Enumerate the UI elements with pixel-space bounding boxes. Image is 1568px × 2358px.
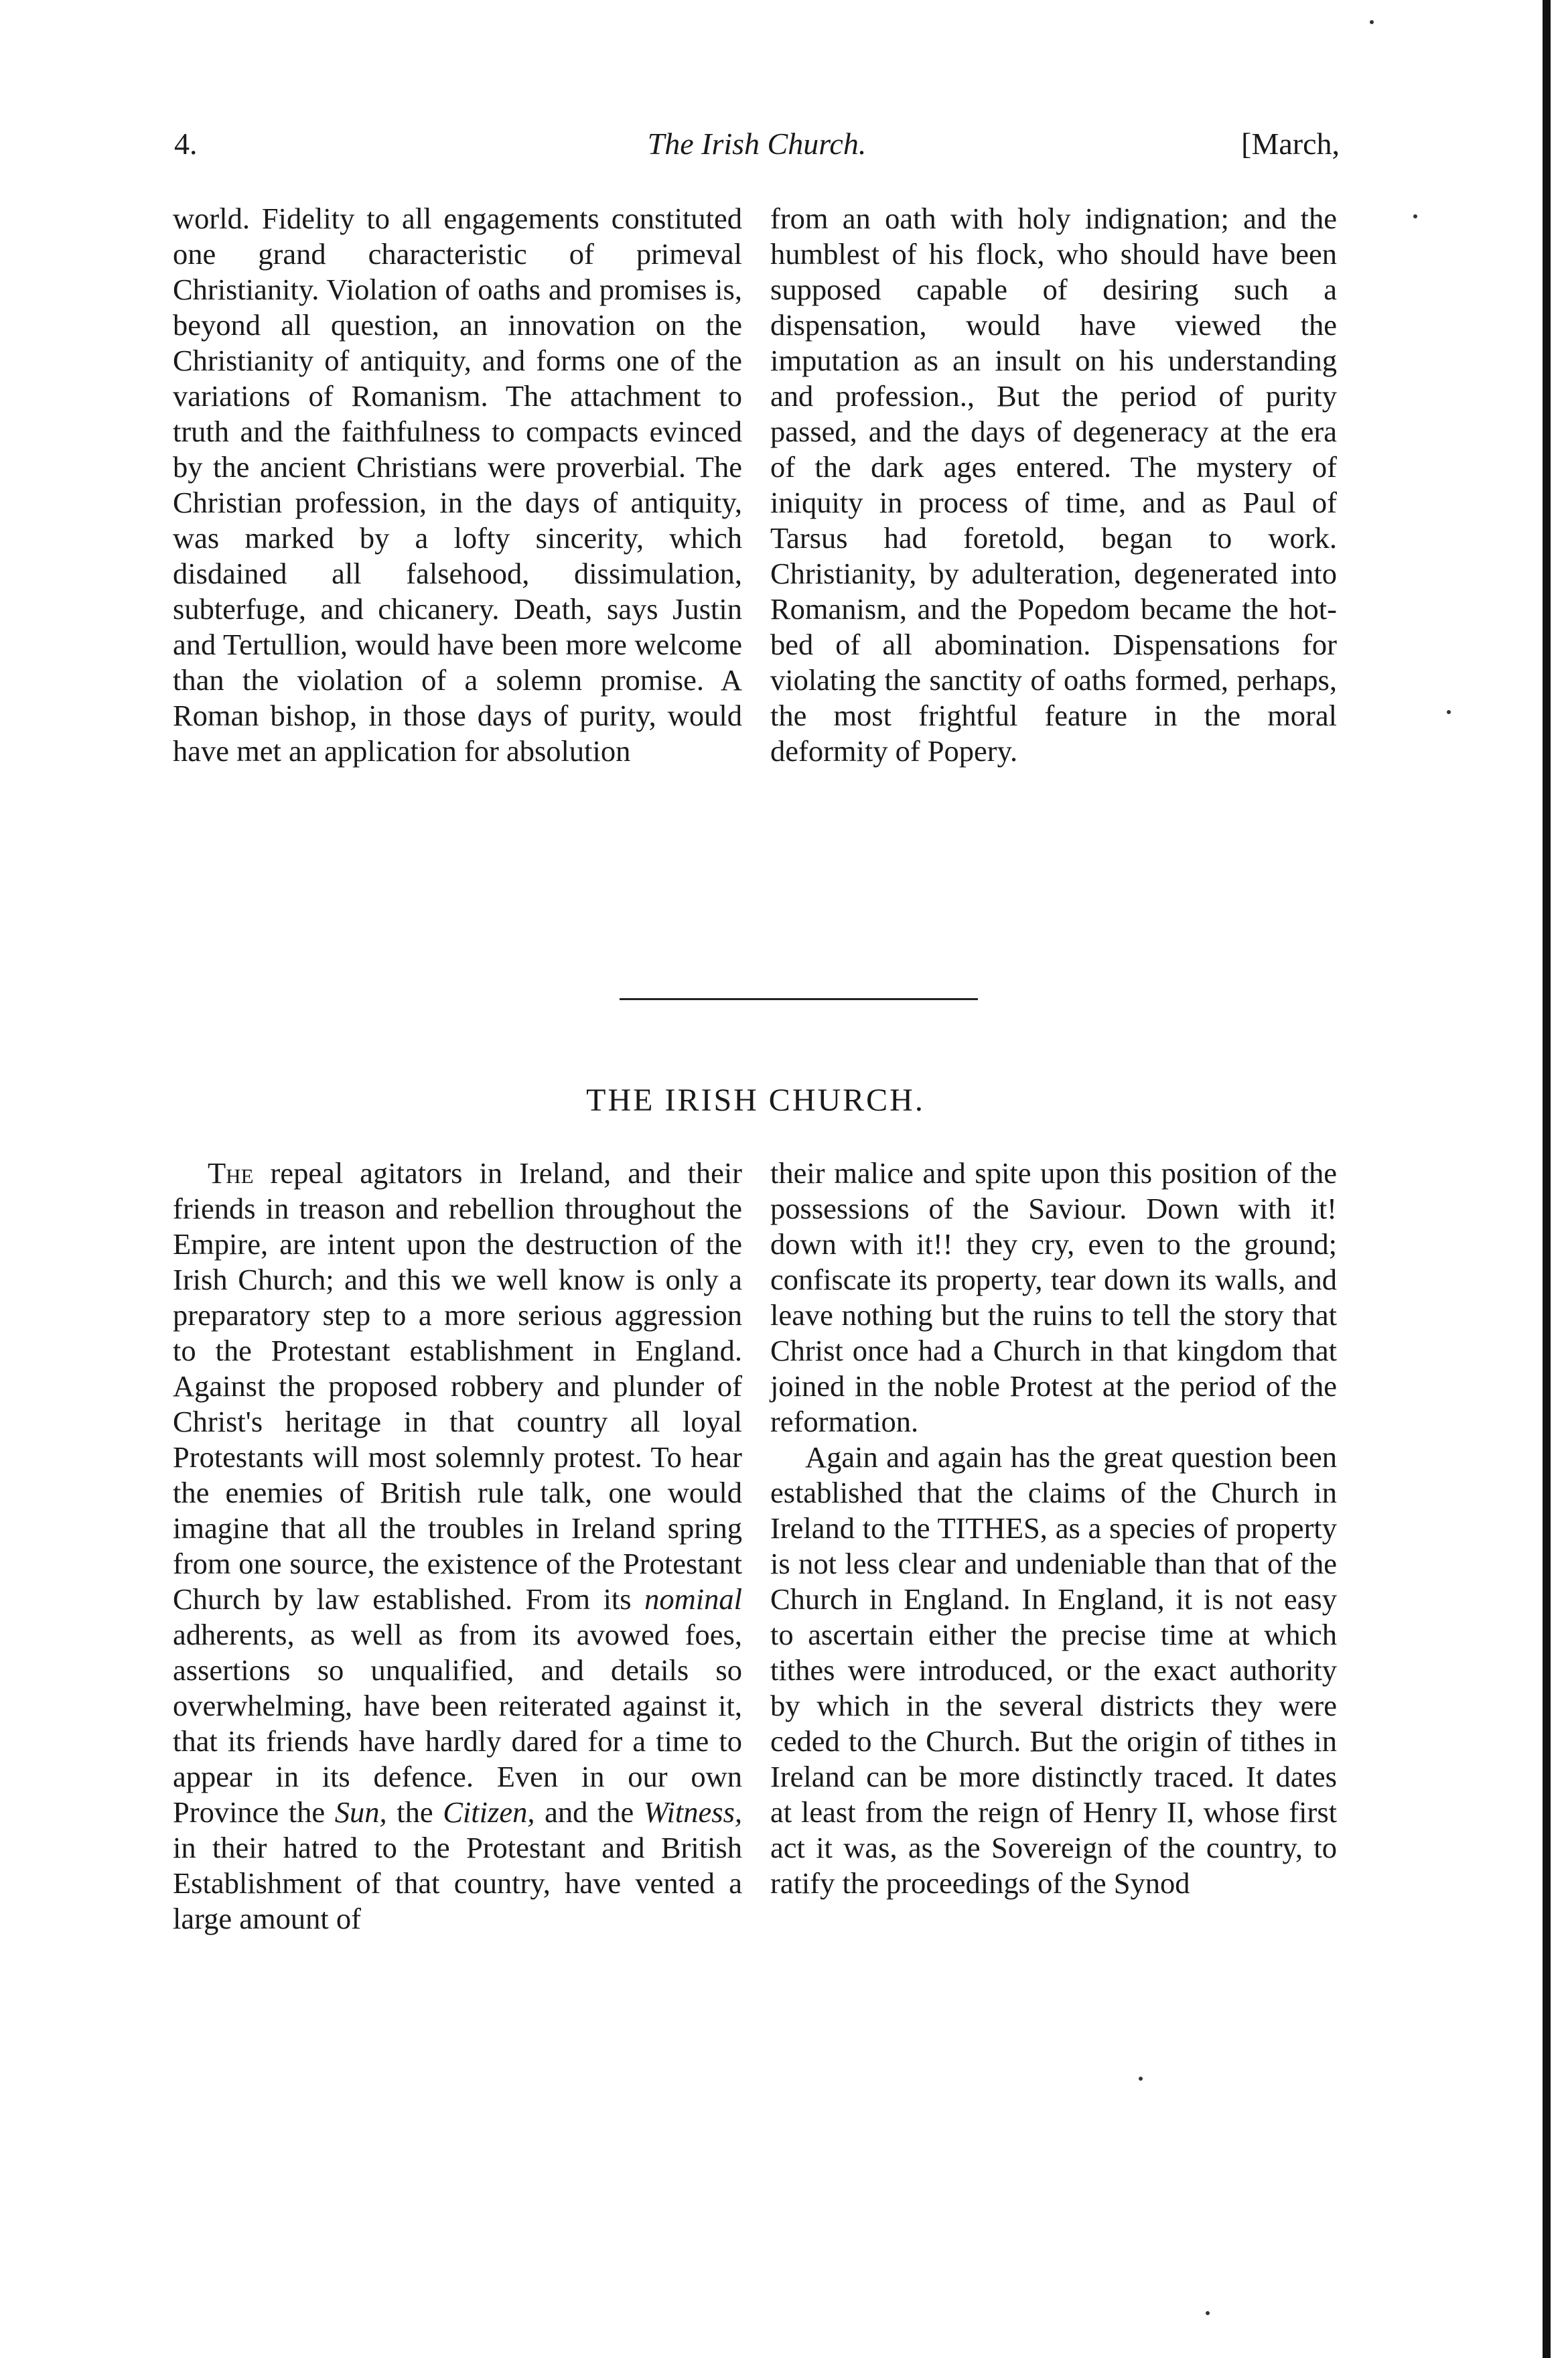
top-right-column <box>770 201 1337 769</box>
bottom-left-column <box>173 1156 742 1937</box>
text-run: adherents, as well as from its avowed foes, assertions so unqualified, and details so overwhelming, have been reiterated against it, that its friends have hardly dared for a time to appear in its defence. Even in our own Province the <box>173 1618 742 1829</box>
top-right-paragraph: from an oath with holy indignation; and the humblest of his flock, who should have been supposed capable of desiring such a dispensation, would have viewed the imputation as an insult on his understanding and profession., But the period of purity passed, and the days of degeneracy at the era of the dark ages entered. The mystery of iniquity in process of time, and as Paul of Tarsus had foretold, began to work. Christianity, by adulteration, degenerated into Romanism, and the Popedom became the hot-bed of all abomination. Dispensations for violating the sanctity of oaths formed, perhaps, the most frightful feature in the moral deformity of Popery. <box>770 202 1337 768</box>
lead-word: The <box>208 1156 254 1190</box>
bottom-right-paragraph-1: their malice and spite upon this position of the possessions of the Saviour. Down with it! down with it!! they cry, even to the ground; confiscate its property, tear down its walls, and leave nothing but the ruins to tell the story that Christ once had a Church in that kingdom that joined in the noble Protest at the period of the reformation. <box>770 1156 1337 1438</box>
section-divider <box>620 998 978 1000</box>
emphasis-witness: Witness, <box>643 1795 743 1829</box>
text-run: repeal agitators in Ireland, and their friends in treason and rebellion throughout the Empire, are intent upon the destruction of the Irish Church; and this we well know is only a preparatory step to a more serious aggression to the Protestant establishment in England. Against the proposed robbery and plunder of Christ's heritage in that country all loyal Protestants will most solemnly protest. To hear the enemies of British rule talk, one would imagine that all the troubles in Ireland spring from one source, the existence of the Protestant Church by law established. From its <box>173 1156 743 1616</box>
running-header <box>174 121 1340 167</box>
top-left-paragraph: world. Fidelity to all engagements constituted one grand characteristic of primeval Christianity. Violation of oaths and promises is, beyond all question, an innovation on the Christianity of antiquity, and forms one of the variations of Romanism. The attachment to truth and the faithfulness to compacts evinced by the ancient Christians were proverbial. The Christian profession, in the days of antiquity, was marked by a lofty sincerity, which disdained all falsehood, dissimulation, subterfuge, and chicanery. Death, says Justin and Tertullion, would have been more welcome than the violation of a solemn promise. A Roman bishop, in those days of purity, would have met an application for absolution <box>173 202 742 768</box>
scan-speck <box>1370 20 1374 24</box>
bottom-left-paragraph <box>173 1156 742 1937</box>
page-edge-shadow <box>1543 0 1551 2358</box>
scan-speck <box>1447 710 1451 714</box>
emphasis-sun: Sun, <box>334 1795 387 1829</box>
text-run: and the <box>545 1795 634 1829</box>
top-left-column <box>173 201 742 769</box>
scan-speck <box>1206 2311 1210 2315</box>
scan-speck <box>1413 214 1417 218</box>
bottom-right-column <box>770 1156 1337 1901</box>
running-date: [March, <box>1241 127 1340 161</box>
article-title: THE IRISH CHURCH. <box>586 1083 925 1118</box>
bottom-right-paragraph-2: Again and again has the great question been established that the claims of the Church in Ireland to the TITHES, as a species of property is not less clear and undeniable than that of the Church in England. In England, it is not easy to ascertain either the precise time at which tithes were introduced, or the exact authority by which in the several districts they were ceded to the Church. But the origin of tithes in Ireland can be more distinctly traced. It dates at least from the reign of Henry II, whose first act it was, as the Sovereign of the country, to ratify the proceedings of the Synod <box>770 1440 1337 1900</box>
emphasis-citizen: Citizen, <box>443 1795 535 1829</box>
emphasis-nominal: nominal <box>644 1582 742 1616</box>
text-run: in their hatred to the Protestant and British Establishment of that country, have vented a large amount of <box>173 1831 742 1935</box>
page-number: 4. <box>174 127 198 161</box>
scan-speck <box>1139 2077 1143 2081</box>
running-title: The Irish Church. <box>647 127 867 161</box>
text-run: the <box>397 1795 433 1829</box>
